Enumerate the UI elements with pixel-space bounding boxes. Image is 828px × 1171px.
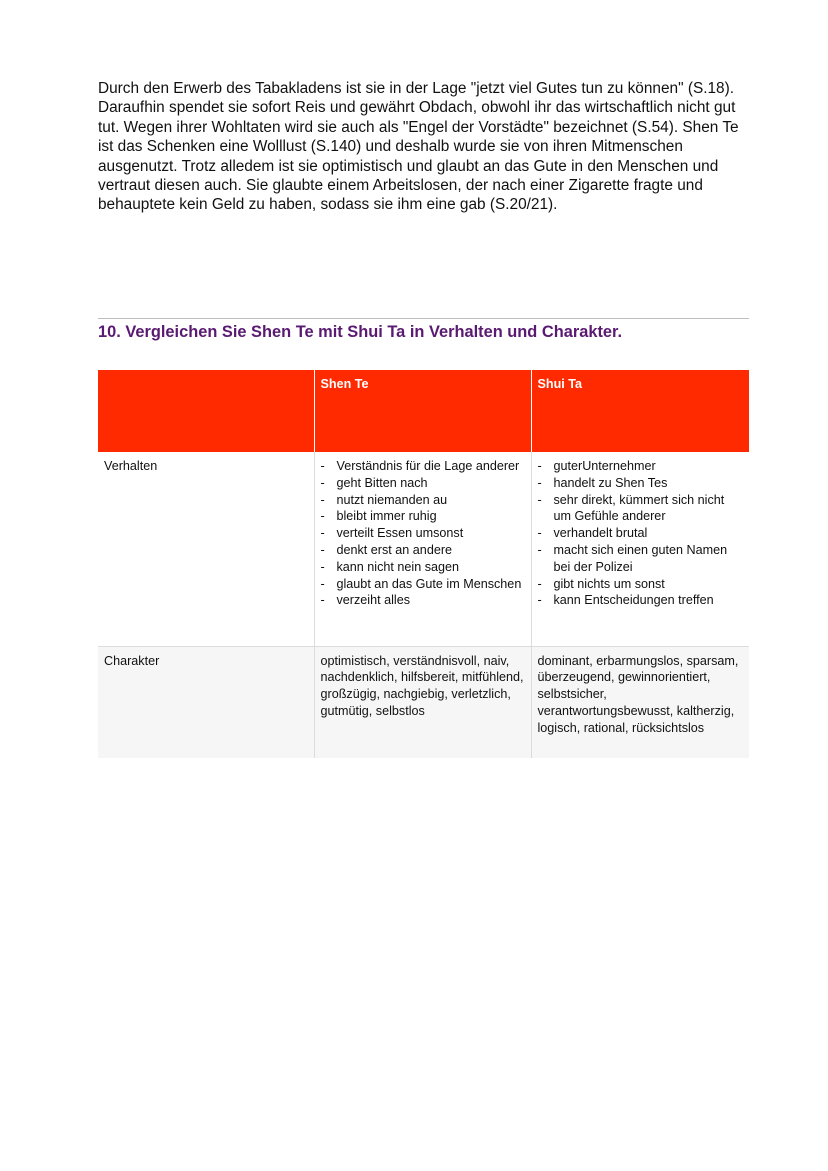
intro-paragraph: Durch den Erwerb des Tabakladens ist sie in der Lage "jetzt viel Gutes tun zu können" (S.18). Daraufhin spendet sie sofort Reis und gewährt Obdach, obwohl ihr das wirtschaftlich nicht gut tut. Wegen ihrer Wohltaten wird sie auch als "Engel der Vorstädte" bezeichnet (S.54). Shen Te ist das Schenken eine Wolllust (S.140) und deshalb wurde sie von ihren Mitmenschen ausgenutzt. Trotz alledem ist sie optimistisch und glaubt an das Gute in den Menschen und vertraut diesen auch. Sie glaubte einem Arbeitslosen, der nach einer Zigarette fragte und behauptete kein Geld zu haben, sodass sie ihm eine gab (S.20/21). (98, 80, 739, 214)
list-item: - sehr direkt, kümmert sich nicht um Gefühle anderer (538, 492, 744, 526)
header-empty-cell (98, 370, 314, 452)
list-item: - glaubt an das Gute im Menschen (321, 576, 525, 593)
table-row-verhalten (98, 452, 749, 646)
shen-te-verhalten-cell (314, 452, 531, 646)
list-item: - Verständnis für die Lage anderer (321, 458, 525, 475)
table-row-charakter (98, 646, 749, 758)
table-header-row (98, 370, 749, 452)
list-item: - kann Entscheidungen treffen (538, 592, 744, 609)
list-item: - nutzt niemanden au (321, 492, 525, 509)
shui-ta-charakter-cell: dominant, erbarmungslos, sparsam, überzeugend, gewinnorientiert, selbstsicher, verantwortungsbewusst, kaltherzig, logisch, rational, rücksichtslos (531, 646, 749, 758)
shui-ta-verhalten-list (538, 458, 744, 609)
list-item: - kann nicht nein sagen (321, 559, 525, 576)
header-shui-ta: Shui Ta (531, 370, 749, 452)
row-label-verhalten: Verhalten (98, 452, 314, 646)
list-item: - bleibt immer ruhig (321, 508, 525, 525)
list-item: - denkt erst an andere (321, 542, 525, 559)
section-divider (98, 318, 749, 319)
shen-te-verhalten-list (321, 458, 525, 609)
header-shen-te: Shen Te (314, 370, 531, 452)
row-label-charakter: Charakter (98, 646, 314, 758)
list-item: - gibt nichts um sonst (538, 576, 744, 593)
list-item: - verzeiht alles (321, 592, 525, 609)
shen-te-charakter-cell: optimistisch, verständnisvoll, naiv, nachdenklich, hilfsbereit, mitfühlend, großzügig, nachgiebig, verletzlich, gutmütig, selbstlos (314, 646, 531, 758)
list-item: - geht Bitten nach (321, 475, 525, 492)
list-item: - verhandelt brutal (538, 525, 744, 542)
comparison-table (98, 370, 749, 758)
shui-ta-verhalten-cell (531, 452, 749, 646)
list-item: - macht sich einen guten Namen bei der Polizei (538, 542, 744, 576)
section-heading: 10. Vergleichen Sie Shen Te mit Shui Ta in Verhalten und Charakter. (98, 323, 623, 341)
list-item: - handelt zu Shen Tes (538, 475, 744, 492)
list-item: - guterUnternehmer (538, 458, 744, 475)
list-item: - verteilt Essen umsonst (321, 525, 525, 542)
